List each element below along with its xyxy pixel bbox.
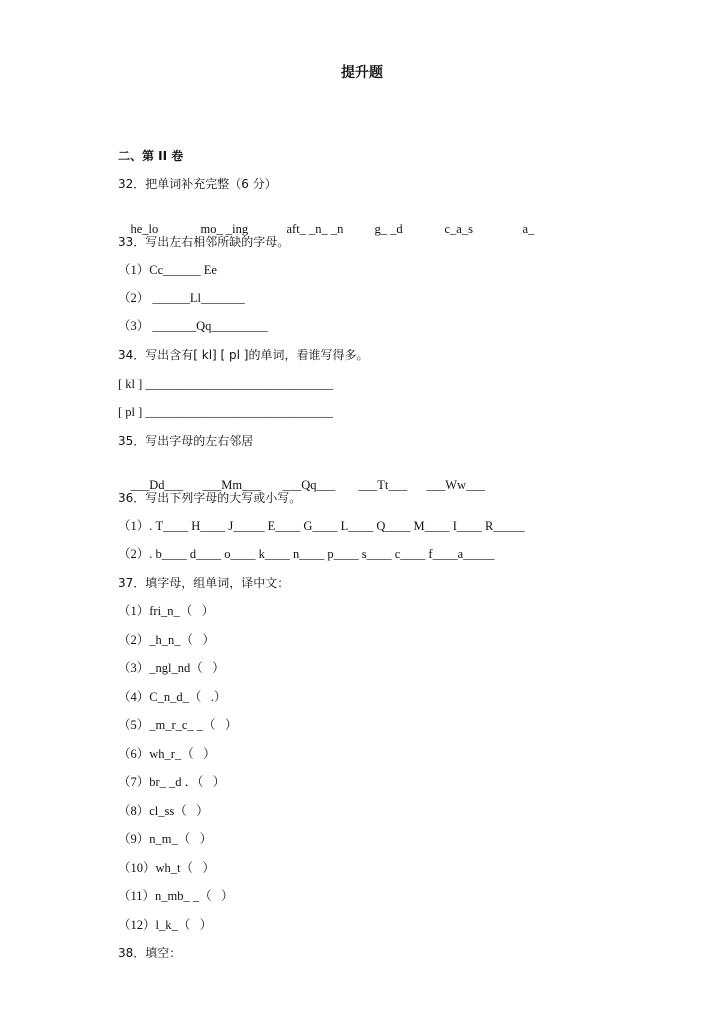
q35-item: ___Mm___: [202, 478, 261, 492]
q32-word: he_lo: [130, 222, 159, 236]
q34-prompt: 34．写出含有[ kl] [ pl ]的单词，看谁写得多。: [118, 348, 369, 362]
q37-item: （5）_m_r_c_ _（ ）: [118, 718, 238, 732]
q32-word: a_: [522, 222, 535, 236]
q37-item: （1）fri_n_（ ）: [118, 604, 215, 618]
q32-word: g_ _d: [374, 222, 403, 236]
q35-item: ___Ww___: [426, 478, 485, 492]
q37-item: （7）br_ _d ．（ ）: [118, 775, 226, 789]
q35-item: ___Dd___: [130, 478, 184, 492]
q34-item: [ pl ] ______________________________: [118, 405, 333, 419]
q33-item: （2） ______Ll_______: [118, 291, 245, 305]
q32-prompt: 32．把单词补充完整（6 分）: [118, 177, 277, 191]
q32-word: c_a_s: [444, 222, 473, 236]
q37-item: （9）n_m_（ ）: [118, 832, 213, 846]
q37-prompt: 37．填字母，组单词，译中文：: [118, 576, 290, 590]
q37-item: （4）C_n_d_（ .）: [118, 690, 227, 704]
q37-item: （2）_h_n_（ ）: [118, 633, 215, 647]
page-title: 提升题: [341, 65, 383, 81]
q37-item: （8）cl_ss（ ）: [118, 804, 209, 818]
section-heading: 二、第 II 卷: [118, 149, 184, 163]
q32-word: aft_ _n_ _n: [286, 222, 344, 236]
q37-item: （6）wh_r_（ ）: [118, 747, 216, 761]
q36-item: （1）. T____ H____ J_____ E____ G____ L____ Q____ M____ I____ R_____: [118, 519, 525, 533]
q37-item: （12）l_k_（ ）: [118, 918, 213, 932]
q37-item: （10）wh_t（ ）: [118, 861, 215, 875]
q34-item: [ kl ] ______________________________: [118, 377, 333, 391]
q33-prompt: 33．写出左右相邻所缺的字母。: [118, 235, 290, 249]
q37-item: （11）n_mb_ _（ ）: [118, 889, 234, 903]
q35-prompt: 35．写出字母的左右邻居: [118, 434, 254, 448]
q37-item: （3）_ngl_nd（ ）: [118, 661, 225, 675]
q38-prompt: 38．填空：: [118, 946, 182, 960]
q35-item: ___Qq___: [282, 478, 336, 492]
q33-item: （3） _______Qq_________: [118, 319, 268, 333]
q36-item: （2）. b____ d____ o____ k____ n____ p____ s____ c____ f____a_____: [118, 547, 495, 561]
q36-prompt: 36．写出下列字母的大写或小写。: [118, 491, 302, 505]
q32-word: mo_ _ing: [200, 222, 249, 236]
q35-item: ___Tt___: [358, 478, 408, 492]
q33-item: （1）Cc______ Ee: [118, 263, 217, 277]
